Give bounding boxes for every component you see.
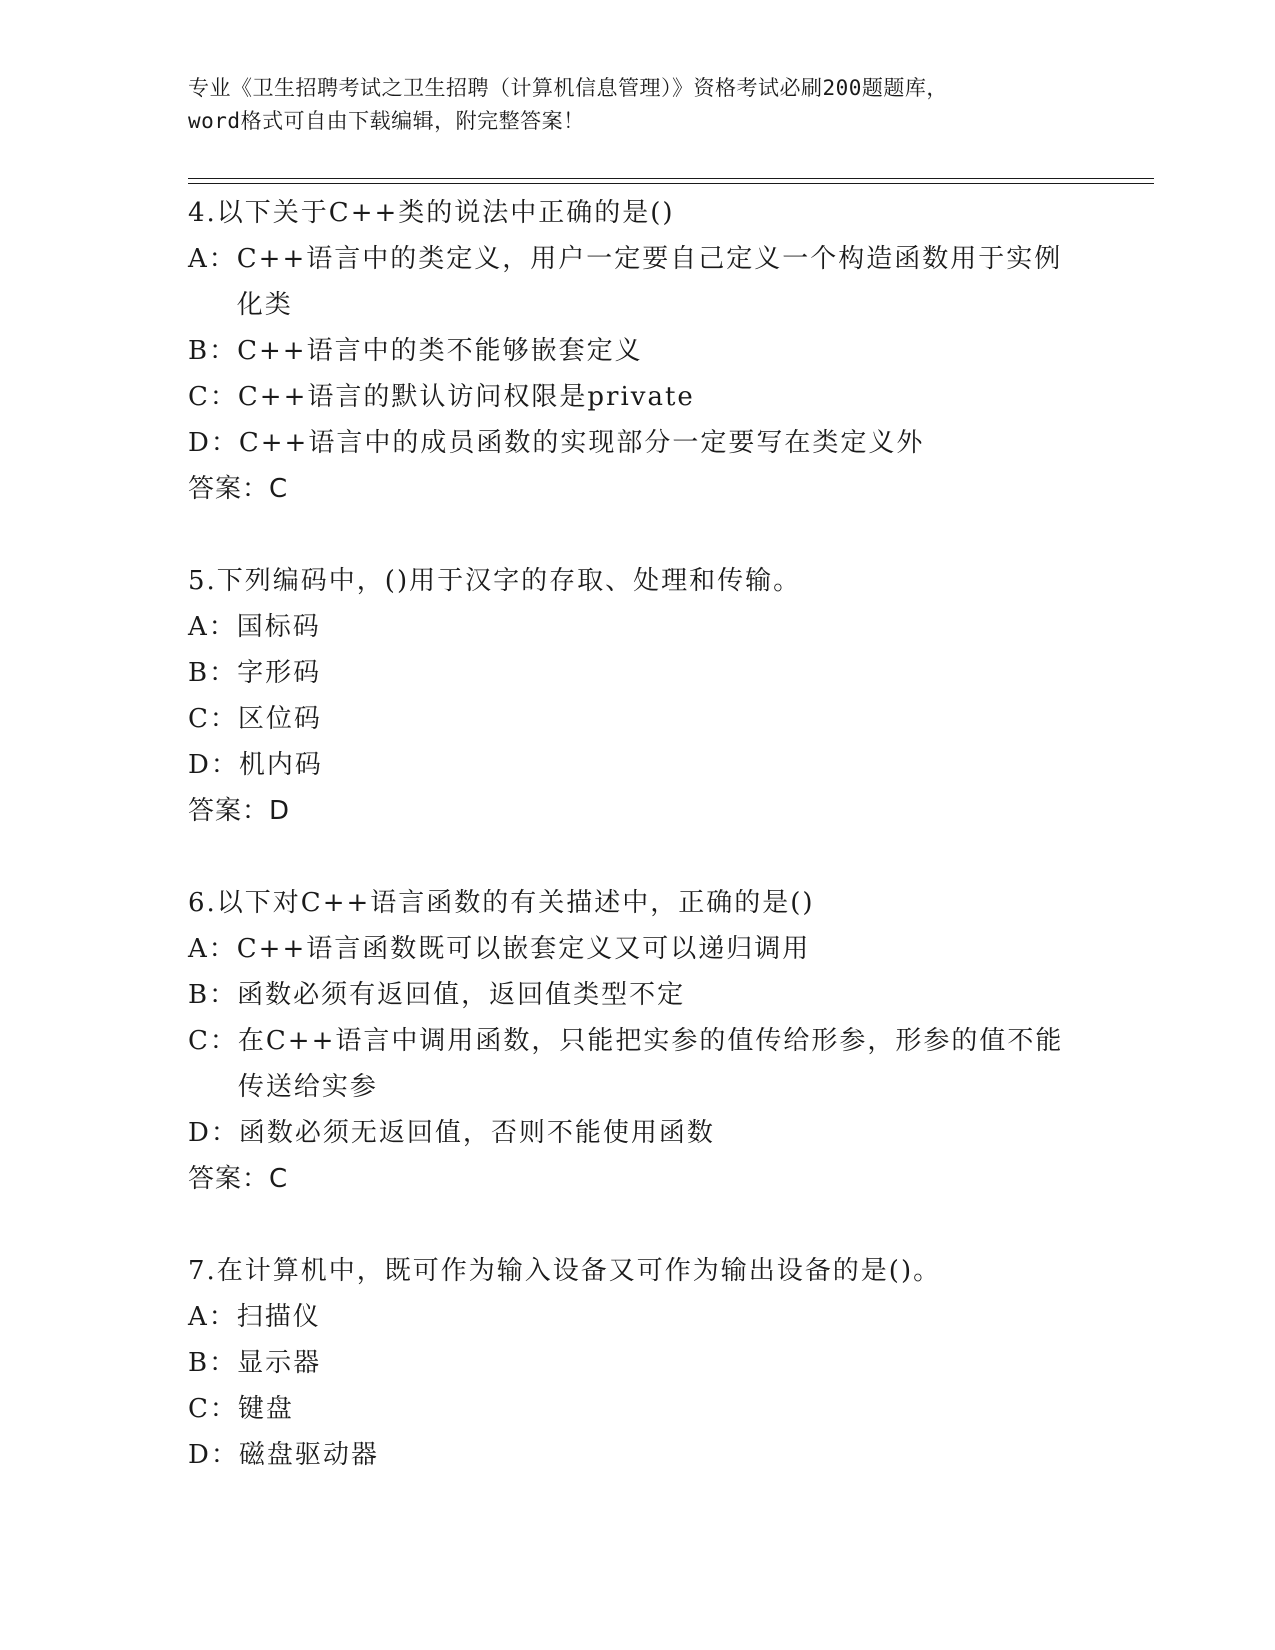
answer-line: 答案：C <box>188 474 289 504</box>
question-stem: 7.在计算机中，既可作为输入设备又可作为输出设备的是()。 <box>188 1256 942 1286</box>
option-text: C++语言中的类定义，用户一定要自己定义一个构造函数用于实例化类 <box>236 244 1063 320</box>
document-header <box>188 72 1088 138</box>
option-text: 区位码 <box>237 704 322 734</box>
option-letter: A： <box>188 1302 237 1332</box>
option-text: 显示器 <box>237 1348 322 1378</box>
option-b <box>188 650 1088 696</box>
option-text: C++语言函数既可以嵌套定义又可以递归调用 <box>236 934 811 964</box>
option-letter: D： <box>188 1440 239 1470</box>
question-stem: 6.以下对C++语言函数的有关描述中，正确的是() <box>188 888 815 918</box>
header-line-1: 专业《卫生招聘考试之卫生招聘（计算机信息管理）》资格考试必刷200题题库， <box>188 76 948 100</box>
option-a <box>188 1294 1088 1340</box>
option-b <box>188 1340 1088 1386</box>
option-letter: D： <box>188 750 239 780</box>
option-letter: C： <box>188 704 238 734</box>
question-4 <box>188 190 1088 512</box>
header-divider-top <box>188 178 1154 179</box>
option-text: C++语言中的成员函数的实现部分一定要写在类定义外 <box>238 428 925 458</box>
option-text: 国标码 <box>236 612 321 642</box>
question-stem: 4.以下关于C++类的说法中正确的是() <box>188 198 675 228</box>
option-letter: A： <box>188 934 237 964</box>
option-letter: A： <box>188 244 237 274</box>
option-text: 函数必须无返回值，否则不能使用函数 <box>238 1118 715 1148</box>
option-text: C++语言的默认访问权限是private <box>237 382 695 412</box>
option-text: C++语言中的类不能够嵌套定义 <box>237 336 643 366</box>
option-text: 机内码 <box>238 750 323 780</box>
option-text: 函数必须有返回值，返回值类型不定 <box>237 980 686 1010</box>
option-c <box>188 696 1088 742</box>
option-text: 键盘 <box>237 1394 294 1424</box>
option-letter: A： <box>188 612 237 642</box>
option-letter: C： <box>188 1394 238 1424</box>
question-7 <box>188 1248 1088 1478</box>
option-text: 字形码 <box>237 658 322 688</box>
option-d <box>188 742 1088 788</box>
option-letter: D： <box>188 1118 239 1148</box>
option-d <box>188 1432 1088 1478</box>
option-a <box>188 926 1088 972</box>
option-text: 磁盘驱动器 <box>238 1440 379 1470</box>
option-b <box>188 972 1088 1018</box>
question-stem: 5.下列编码中，()用于汉字的存取、处理和传输。 <box>188 566 802 596</box>
option-d <box>188 1110 1088 1156</box>
question-6 <box>188 880 1088 1202</box>
option-text: 在C++语言中调用函数，只能把实参的值传给形参，形参的值不能传送给实参 <box>237 1026 1064 1102</box>
option-letter: B： <box>188 658 238 688</box>
option-b <box>188 328 1088 374</box>
option-a <box>188 604 1088 650</box>
question-5 <box>188 558 1088 834</box>
option-letter: B： <box>188 336 238 366</box>
option-c <box>188 374 1088 420</box>
header-divider-bottom <box>188 183 1154 184</box>
option-text: 扫描仪 <box>236 1302 321 1332</box>
question-list <box>188 190 1088 1524</box>
option-c <box>188 1018 1088 1110</box>
option-letter: B： <box>188 980 238 1010</box>
option-letter: B： <box>188 1348 238 1378</box>
option-d <box>188 420 1088 466</box>
answer-line: 答案：C <box>188 1164 289 1194</box>
option-letter: C： <box>188 1026 238 1056</box>
option-letter: D： <box>188 428 239 458</box>
header-line-2: word格式可自由下载编辑，附完整答案！ <box>188 109 585 133</box>
option-c <box>188 1386 1088 1432</box>
option-letter: C： <box>188 382 238 412</box>
answer-line: 答案：D <box>188 796 291 826</box>
option-a <box>188 236 1088 328</box>
